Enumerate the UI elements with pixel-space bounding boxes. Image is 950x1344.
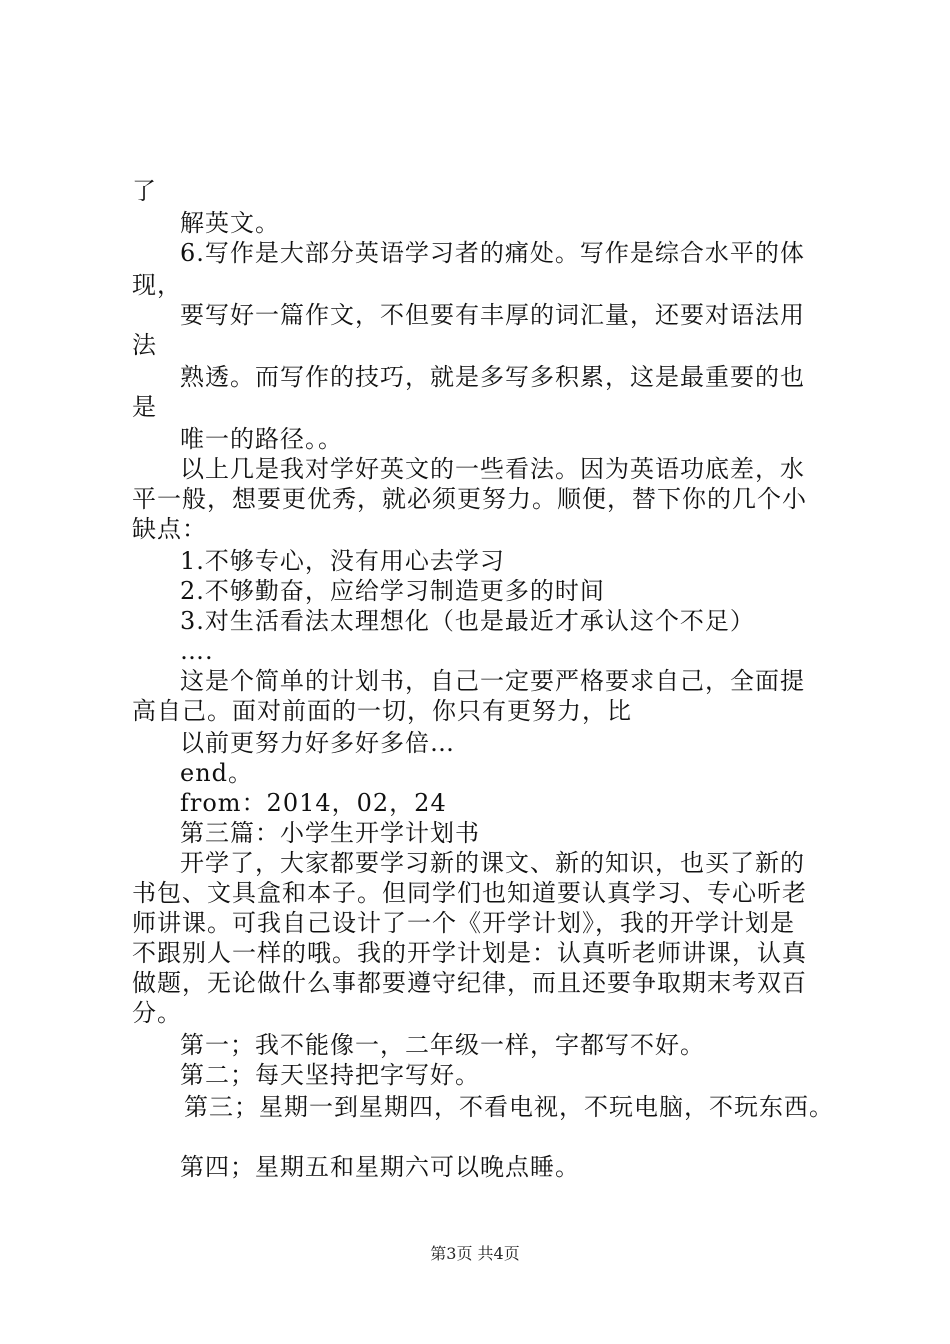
text-line: 书包、文具盒和本子。但同学们也知道要认真学习、专心听老 xyxy=(132,879,807,907)
text-line: 这是个简单的计划书，自己一定要严格要求自己，全面提 xyxy=(180,667,805,695)
text-line: 第四；星期五和星期六可以晚点睡。 xyxy=(180,1153,580,1181)
text-line: 熟透。而写作的技巧，就是多写多积累，这是最重要的也 xyxy=(180,363,805,391)
text-line: 2.不够勤奋，应给学习制造更多的时间 xyxy=(180,577,605,605)
text-line: 第一；我不能像一，二年级一样，字都写不好。 xyxy=(180,1031,705,1059)
text-line: 不跟别人一样的哦。我的开学计划是：认真听老师讲课，认真 xyxy=(132,939,807,967)
text-line: 开学了，大家都要学习新的课文、新的知识，也买了新的 xyxy=(180,849,805,877)
text-line: 第三；星期一到星期四，不看电视，不玩电脑，不玩东西。 xyxy=(184,1093,834,1121)
text-line: 1.不够专心，没有用心去学习 xyxy=(180,547,505,575)
text-line: 是 xyxy=(132,393,157,421)
text-line: 第二；每天坚持把字写好。 xyxy=(180,1061,480,1089)
text-line: 平一般，想要更优秀，就必须更努力。顺便，替下你的几个小 xyxy=(132,485,807,513)
page-number-footer: 第3页 共4页 xyxy=(430,1244,520,1263)
text-line: 师讲课。可我自己设计了一个《开学计划》，我的开学计划是 xyxy=(132,909,795,937)
text-line: 了 xyxy=(132,177,157,205)
text-line: end。 xyxy=(180,759,254,787)
text-line: 以上几是我对学好英文的一些看法。因为英语功底差，水 xyxy=(180,455,805,483)
text-line: 做题，无论做什么事都要遵守纪律，而且还要争取期末考双百 xyxy=(132,969,807,997)
text-line: 以前更努力好多好多倍… xyxy=(180,729,455,757)
text-line: 高自己。面对前面的一切，你只有更努力，比 xyxy=(132,697,632,725)
text-line: 现， xyxy=(132,271,182,299)
text-line: …. xyxy=(180,637,214,665)
text-line: from：2014，02，24 xyxy=(180,789,447,817)
text-line: 6.写作是大部分英语学习者的痛处。写作是综合水平的体 xyxy=(180,239,805,267)
text-line: 3.对生活看法太理想化（也是最近才承认这个不足） xyxy=(180,607,755,635)
text-line: 唯一的路径。。 xyxy=(180,425,343,453)
text-line: 法 xyxy=(132,331,157,359)
text-line: 缺点： xyxy=(132,515,207,543)
text-line: 分。 xyxy=(132,999,182,1027)
text-line: 第三篇：小学生开学计划书 xyxy=(180,819,480,847)
text-line: 要写好一篇作文，不但要有丰厚的词汇量，还要对语法用 xyxy=(180,301,805,329)
text-line: 解英文。 xyxy=(180,209,280,237)
